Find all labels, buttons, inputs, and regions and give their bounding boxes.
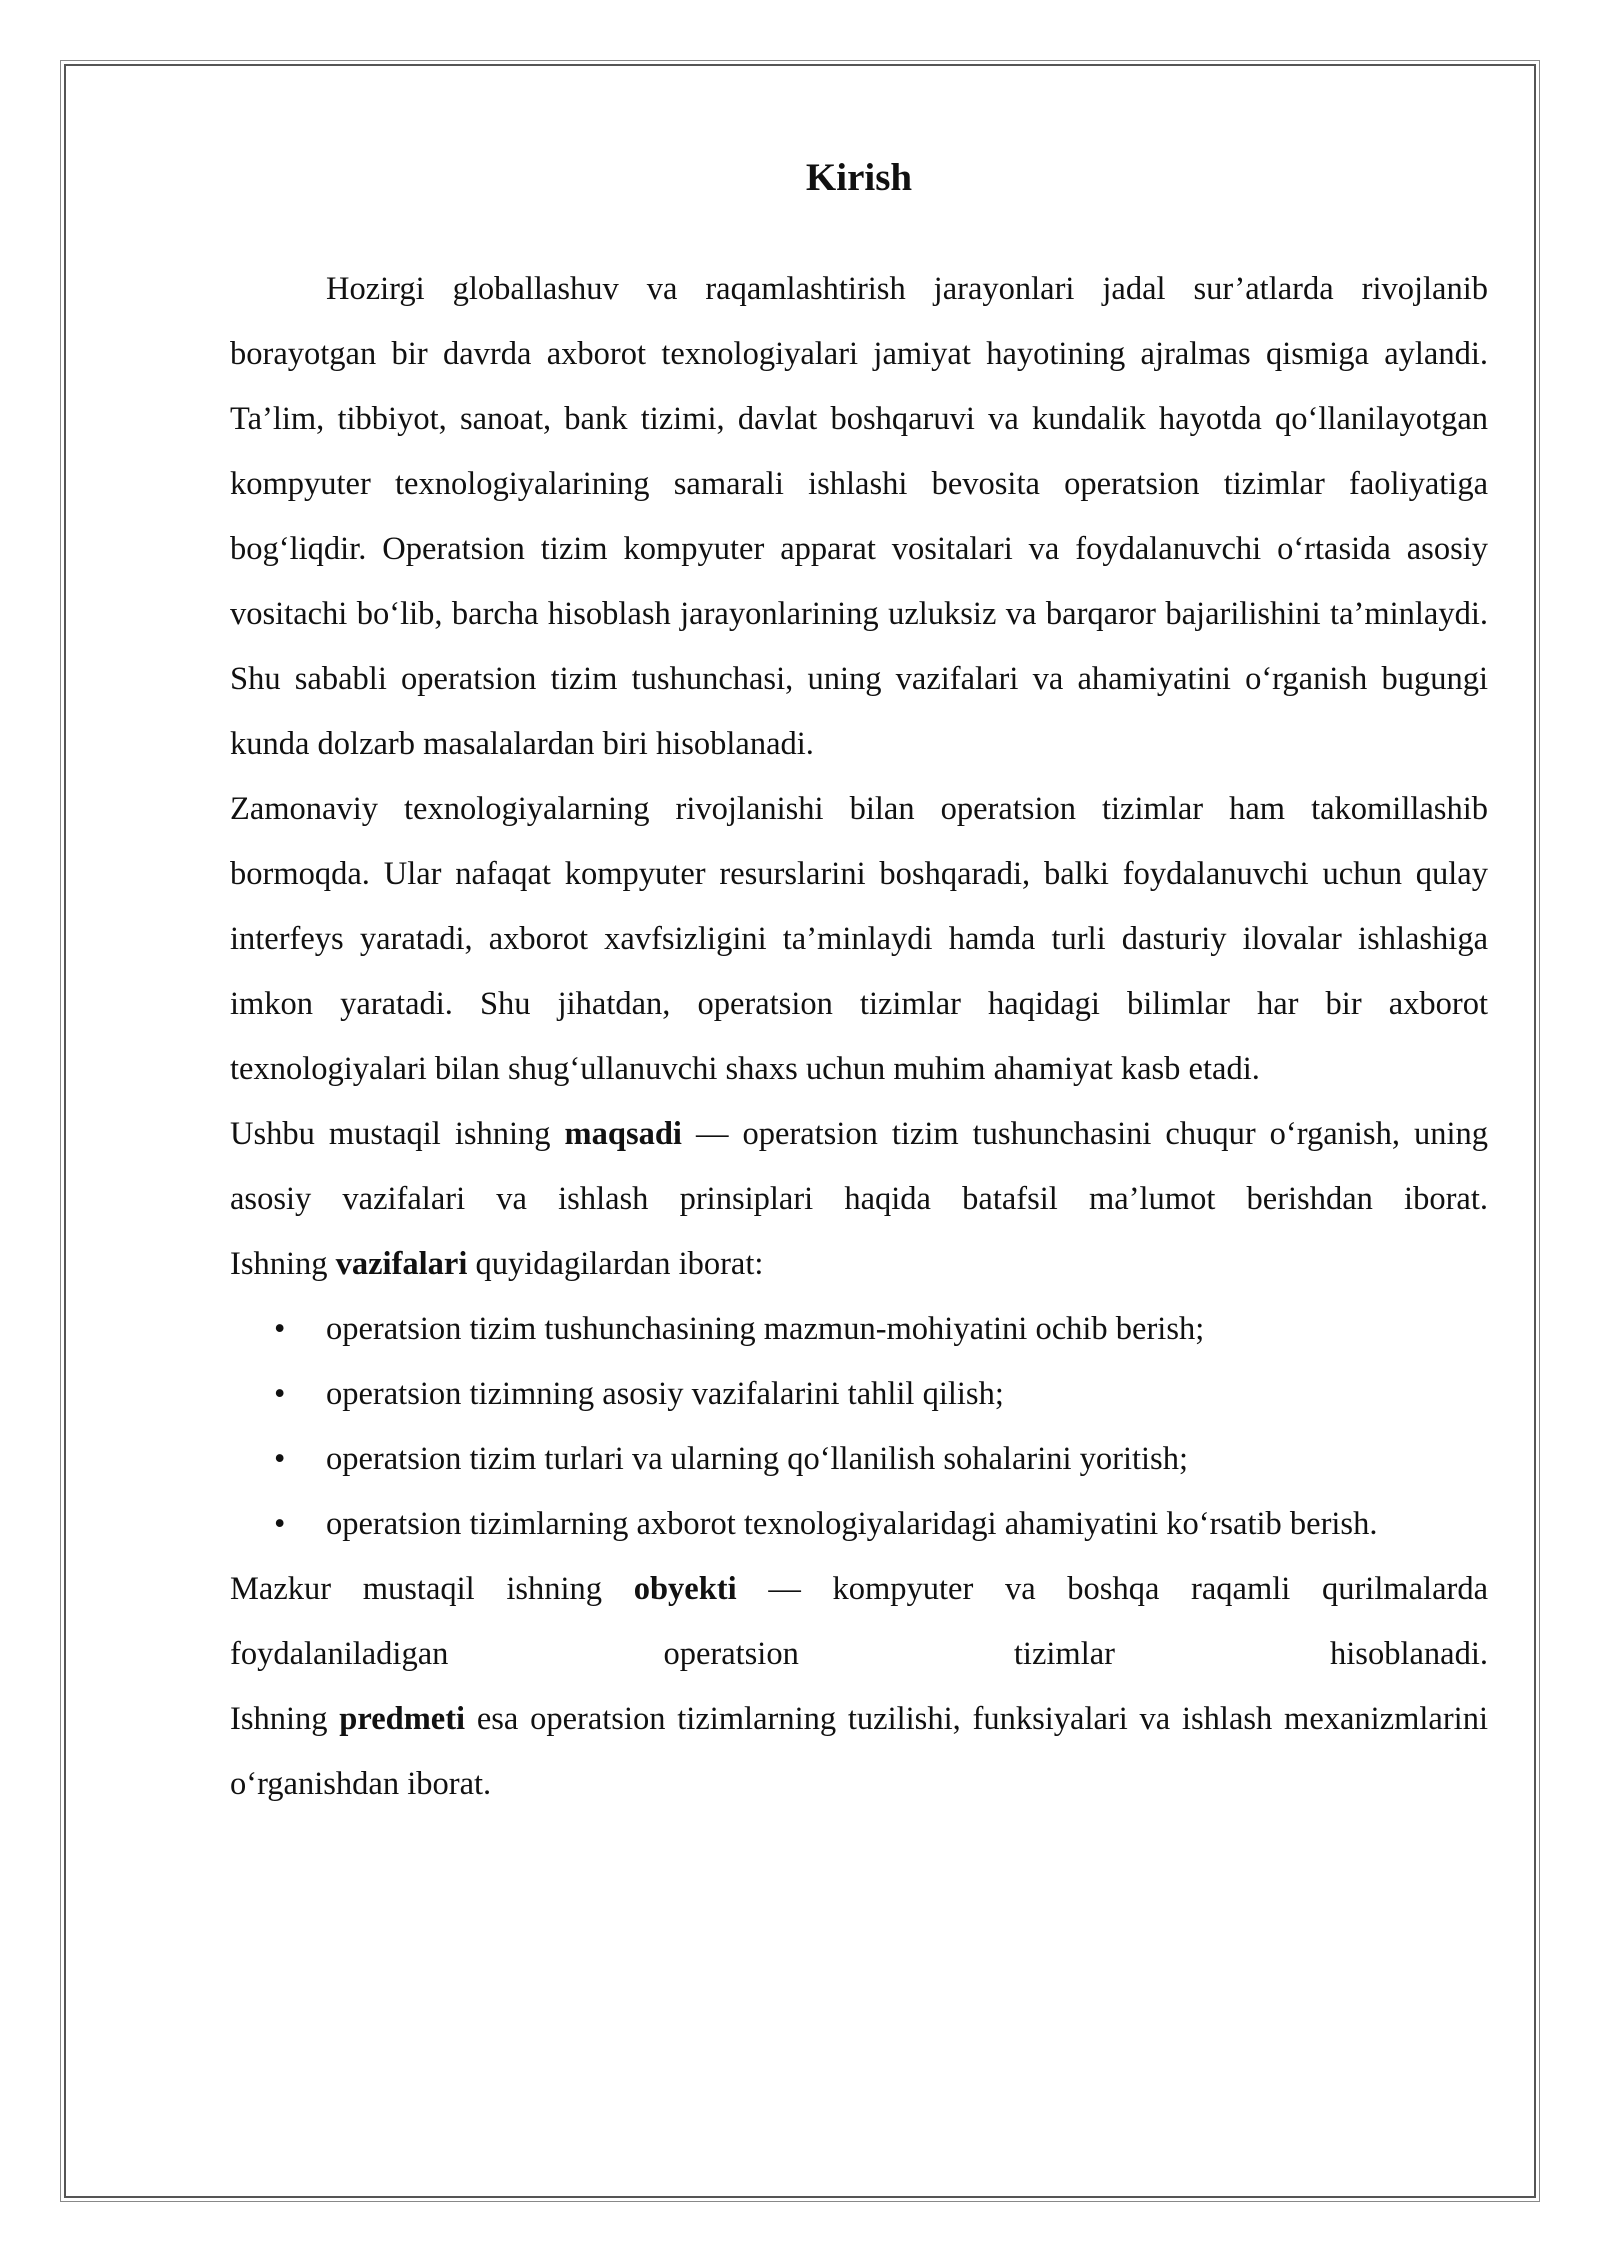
list-item-text: operatsion tizim turlari va ularning qo‘llanilish sohalarini yoritish; xyxy=(326,1441,1188,1477)
list-item xyxy=(230,1297,1488,1362)
list-item xyxy=(230,1492,1488,1557)
object-term: obyekti xyxy=(633,1571,737,1607)
technology-paragraph: Zamonaviy texnologiyalarning rivojlanishi bilan operatsion tizimlar ham takomillashib bormoqda. Ular nafaqat kompyuter resurslarini boshqaradi, balki foydalanuvchi uchun qulay interfeys yaratadi, axborot xavfsizligini ta’minlaydi hamda turli dasturiy ilovalar ishlashiga imkon yaratadi. Shu jihatdan, operatsion tizimlar haqidagi bilimlar har bir axborot texnologiyalari bilan shug‘ullanuvchi shaxs uchun muhim ahamiyat kasb etadi. xyxy=(230,791,1488,1087)
goal-paragraph xyxy=(230,1102,1488,1232)
object-text-pre: Mazkur mustaqil ishning xyxy=(230,1571,634,1607)
list-item xyxy=(230,1362,1488,1427)
subject-text-pre: Ishning xyxy=(230,1701,340,1737)
goal-term: maqsadi xyxy=(564,1116,682,1152)
document-body xyxy=(230,145,1488,1817)
intro-paragraph: Hozirgi globallashuv va raqamlashtirish jarayonlari jadal sur’atlarda rivojlanib borayotgan bir davrda axborot texnologiyalari jamiyat hayotining ajralmas qismiga aylandi. Ta’lim, tibbiyot, sanoat, bank tizimi, davlat boshqaruvi va kundalik hayotda qo‘llanilayotgan kompyuter texnologiyalarining samarali ishlashi bevosita operatsion tizimlar faoliyatiga bog‘liqdir. Operatsion tizim kompyuter apparat vositalari va foydalanuvchi o‘rtasida asosiy vositachi bo‘lib, barcha hisoblash jarayonlarining uzluksiz va barqaror bajarilishini ta’minlaydi. Shu sababli operatsion tizim tushunchasi, uning vazifalari va ahamiyatini o‘rganish bugungi kunda dolzarb masalalardan biri hisoblanadi. xyxy=(230,271,1488,762)
subject-term: predmeti xyxy=(339,1701,466,1737)
tasks-intro-paragraph xyxy=(230,1232,1488,1297)
goal-text-pre: Ushbu mustaqil ishning xyxy=(230,1116,565,1152)
bullet-icon: • xyxy=(274,1376,286,1412)
list-item xyxy=(230,1427,1488,1492)
goal-text-post: — operatsion tizim tushunchasini chuqur o‘rganish, uning asosiy vazifalari va ishlash prinsiplari haqida batafsil ma’lumot berishdan iborat. xyxy=(230,1116,1488,1217)
tasks-term: vazifalari xyxy=(335,1246,468,1282)
list-item-text: operatsion tizim tushunchasining mazmun-mohiyatini ochib berish; xyxy=(326,1311,1205,1347)
tasks-text-pre: Ishning xyxy=(230,1246,336,1282)
list-item-text: operatsion tizimning asosiy vazifalarini tahlil qilish; xyxy=(326,1376,1004,1412)
bullet-icon: • xyxy=(274,1441,286,1477)
bullet-icon: • xyxy=(274,1506,286,1542)
bullet-icon: • xyxy=(274,1311,286,1347)
list-item-text: operatsion tizimlarning axborot texnologiyalaridagi ahamiyatini ko‘rsatib berish. xyxy=(326,1506,1378,1542)
tasks-list xyxy=(230,1297,1488,1557)
object-paragraph xyxy=(230,1557,1488,1687)
subject-text-post: esa operatsion tizimlarning tuzilishi, funksiyalari va ishlash mexanizmlarini o‘rganishdan iborat. xyxy=(230,1701,1488,1802)
tasks-text-post: quyidagilardan iborat: xyxy=(467,1246,764,1282)
page-title: Kirish xyxy=(805,156,913,199)
subject-paragraph xyxy=(230,1687,1488,1817)
object-text-post: — kompyuter va boshqa raqamli qurilmalarda foydalaniladigan operatsion tizimlar hisoblanadi. xyxy=(230,1571,1489,1672)
